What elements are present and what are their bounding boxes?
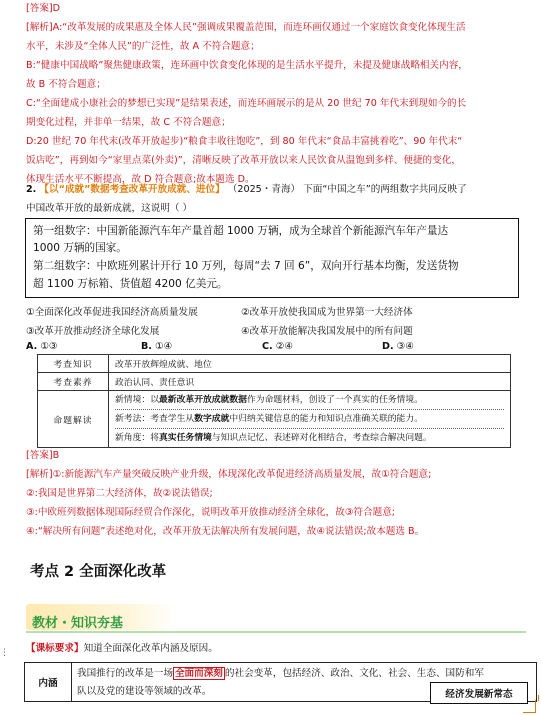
answer-2-line: [解析]①:新能源汽车产量突破反映产业升级，体现深化改革促进经济高质量发展，故①符合题意; [26,469,432,480]
answer-1-line: D:20 世纪 70 年代末(改革开放起步)“粮食丰收往饱吃”，到 80 年代末“食品丰富挑着吃”、90 年代末“ [26,136,463,147]
table-head: 考查知识 [38,355,109,373]
answer-1-line: 期变化过程，并非单一结果，故 C 不符合题意； [26,117,231,128]
requirement-tag: 【课标要求】 [26,643,84,654]
answer-2-line: ③:中欧班列数据体现国际经贸合作深化，说明改革开放推动经济全球化，故③符合题意; [26,507,396,518]
answer-2-tag: [答案]B [26,450,60,461]
material-line: 1000 万辆的国家。 [33,242,127,254]
drag-handle-icon[interactable]: ⋮ [0,648,9,658]
corner-decoration [523,700,536,713]
section-title: 考点 2 全面深化改革 [30,564,167,580]
table-row [38,391,511,448]
answer-1-line: 饭店吃”，再到如今“家里点菜(外卖)”，清晰反映了改革开放以来人民饮食从温饱到多样、便捷的变化， [26,155,461,166]
material-line: 第二组数字：中欧班列累计开行 10 万列，每周“去 7 回 6”，双向开行基本均衡，发送货物 [33,260,459,272]
analysis-table [37,354,511,448]
choice-c[interactable]: C. ②④ [262,341,293,352]
table-row [38,355,511,373]
content-text: 我国推行的改革是一场 全面而深刻 的社会变革，包括经济、政治、文化、社会、生态、国防和军 队以及党的建设等领域的改革。 [77,668,484,697]
answer-1-line: 体现生活水平不断提高，故 D 符合题意;故本题选 D。 [26,174,255,185]
material-line: 超 1100 万标箱、货值超 4200 亿美元。 [33,278,228,290]
highlight-term: 全面而深刻 [174,668,223,679]
material-line: 第一组数字：中国新能源汽车年产量首超 1000 万辆，成为全球首个新能源汽车年产量达 [33,225,449,237]
statement-2: ②改革开放使我国成为世界第一大经济体 [241,307,413,318]
answer-1-line: 故 B 不符合题意； [26,79,106,90]
choice-b[interactable]: B. ①④ [141,341,173,352]
choice-a[interactable]: A. ①③ [26,341,58,352]
answer-1-line: 水平，未涉及“全体人民”的广泛性，故 A 不符合题意； [26,41,260,52]
table-cell: 改革开放辉煌成就、地位 [109,355,511,373]
choice-d[interactable]: D. ③④ [382,341,414,352]
statement-3: ③改革开放推动经济全球化发展 [26,326,160,337]
table-cell [109,391,511,448]
statement-4: ④改革开放能解决我国发展中的所有问题 [241,326,413,337]
interpret-line: 新考法：考查学生从数字成就中归纳关键信息的能力和知识点准确关联的能力。 [115,410,504,429]
answer-1-tag: [答案]D [26,3,61,14]
answer-1-line: C:“全面建成小康社会的梦想已实现”是结果表述，而连环画展示的是从 20 世纪 70 年代末到现如今的长 [26,98,467,109]
question-stem-2: 中国改革开放的最新成就，这说明（ ） [26,203,193,214]
material-box [25,218,519,298]
answer-1-line: B:“健康中国战略”聚焦健康政策，连环画中饮食变化体现的是生活水平提升，未提及健康战略相关内容， [26,60,468,71]
corner-decoration [532,695,539,701]
table-cell: 政治认同、责任意识 [109,373,511,391]
answer-2-line: ②:我国是世界第二大经济体，故②说法错误; [26,488,213,499]
section-banner: 教材・知识夯基 [32,616,124,631]
interpret-line: 新情境：以最新改革开放成就数据作为命题材料，创设了一个真实的任务情境。 [115,391,504,410]
table-row [38,373,511,391]
question-source-tag: 【以“成就”数据考查改革开放成就、进位】 [39,184,225,195]
curriculum-requirement [26,640,218,654]
table-head: 考查素养 [38,373,109,391]
question-stem-1: 下面“中国之车”的两组数字共同反映了 [303,184,467,195]
floating-tag[interactable]: 经济发展新常态 [430,682,528,704]
content-label: 内涵 [25,663,72,701]
question-source-meta: （2025・青海） [227,184,301,195]
table-head: 命题解读 [38,391,109,448]
answer-1-line: [解析]A:“改革发展的成果惠及全体人民”强调成果覆盖范围，而连环画仅通过一个家庭饮食变化体现生活 [26,22,466,33]
answer-2-line: ④:“解决所有问题”表述绝对化，改革开放无法解决所有发展问题，故④说法错误;故本题选 B。 [26,526,425,537]
divider [26,631,526,633]
requirement-text: 知道全面深化改革内涵及原因。 [83,643,218,654]
question-number: 2. [26,184,37,195]
statement-1: ①全面深化改革促进我国经济高质量发展 [26,307,198,318]
interpret-line: 新角度：将真实任务情境与知识点记忆、表述碎对化相结合，考查综合解决问题。 [115,433,432,443]
